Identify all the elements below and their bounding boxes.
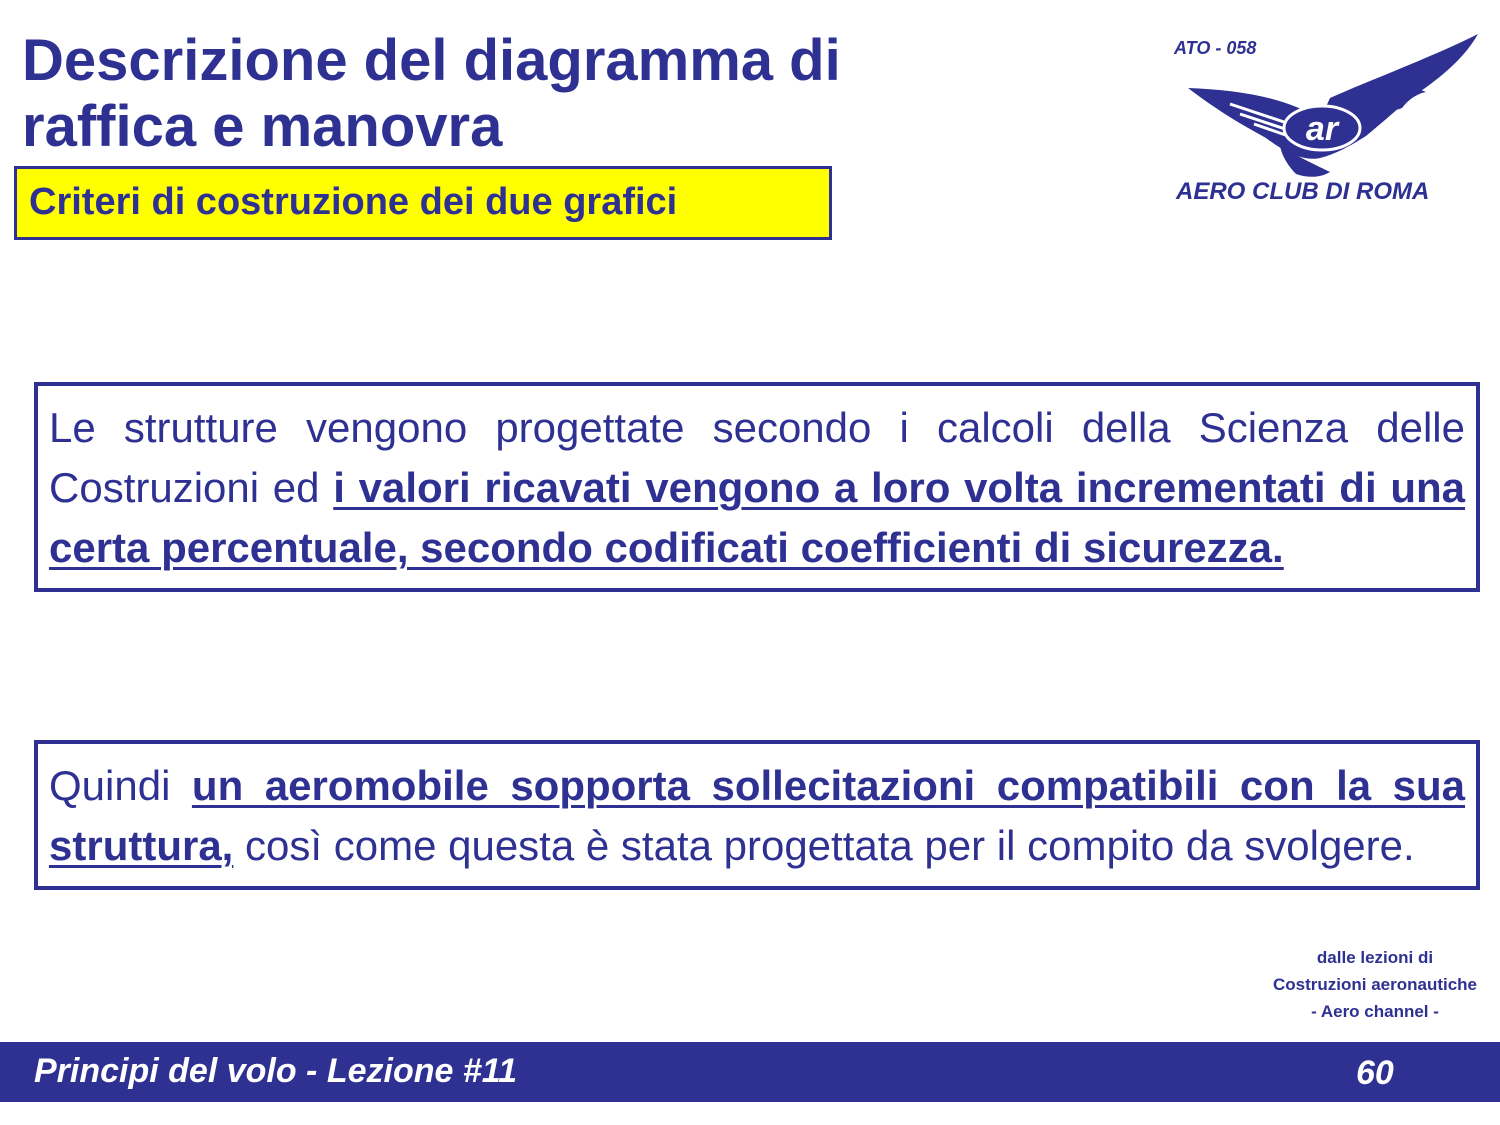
page-number: 60 [1356, 1054, 1394, 1092]
box2-emphasis-text: un aeromobile sopporta sollecitazioni compatibili con la sua struttura, [49, 762, 1466, 869]
logo-name: AERO CLUB DI ROMA [1176, 178, 1430, 205]
box1-emphasis-text: i valori ricavati vengono a loro volta incrementati di una certa percentuale, secondo codificati coefficienti di sicurezza. [49, 464, 1465, 571]
credit-line-3: - Aero channel - [1311, 1002, 1439, 1021]
box2-plain-text-after: così come questa è stata progettata per il compito da svolgere. [233, 822, 1415, 869]
box1-plain-text: Le strutture vengono progettate secondo i calcoli della Scienza delle Costruzioni ed [49, 404, 1465, 511]
logo-code: ATO - 058 [1174, 38, 1257, 58]
slide-title-line-2: raffica e manovra [22, 94, 503, 159]
subtitle-text: Criteri di costruzione dei due grafici [29, 181, 678, 223]
subtitle-box [14, 166, 832, 240]
credit-line-1: dalle lezioni di [1316, 948, 1434, 967]
box2-plain-text-before: Quindi [49, 762, 192, 809]
aero-club-logo [1170, 28, 1482, 213]
text-box-structures [34, 382, 1480, 592]
logo-monogram: ar [1305, 110, 1339, 148]
footer-title: Principi del volo - Lezione #11 [34, 1052, 518, 1090]
credit-line-2: Costruzioni aeronautiche [1272, 975, 1478, 994]
slide-title [22, 28, 1022, 160]
slide-title-line-1: Descrizione del diagramma di [22, 28, 841, 93]
source-credit [1255, 944, 1495, 1025]
text-box-aircraft [34, 740, 1480, 890]
footer-bar [0, 1042, 1500, 1102]
